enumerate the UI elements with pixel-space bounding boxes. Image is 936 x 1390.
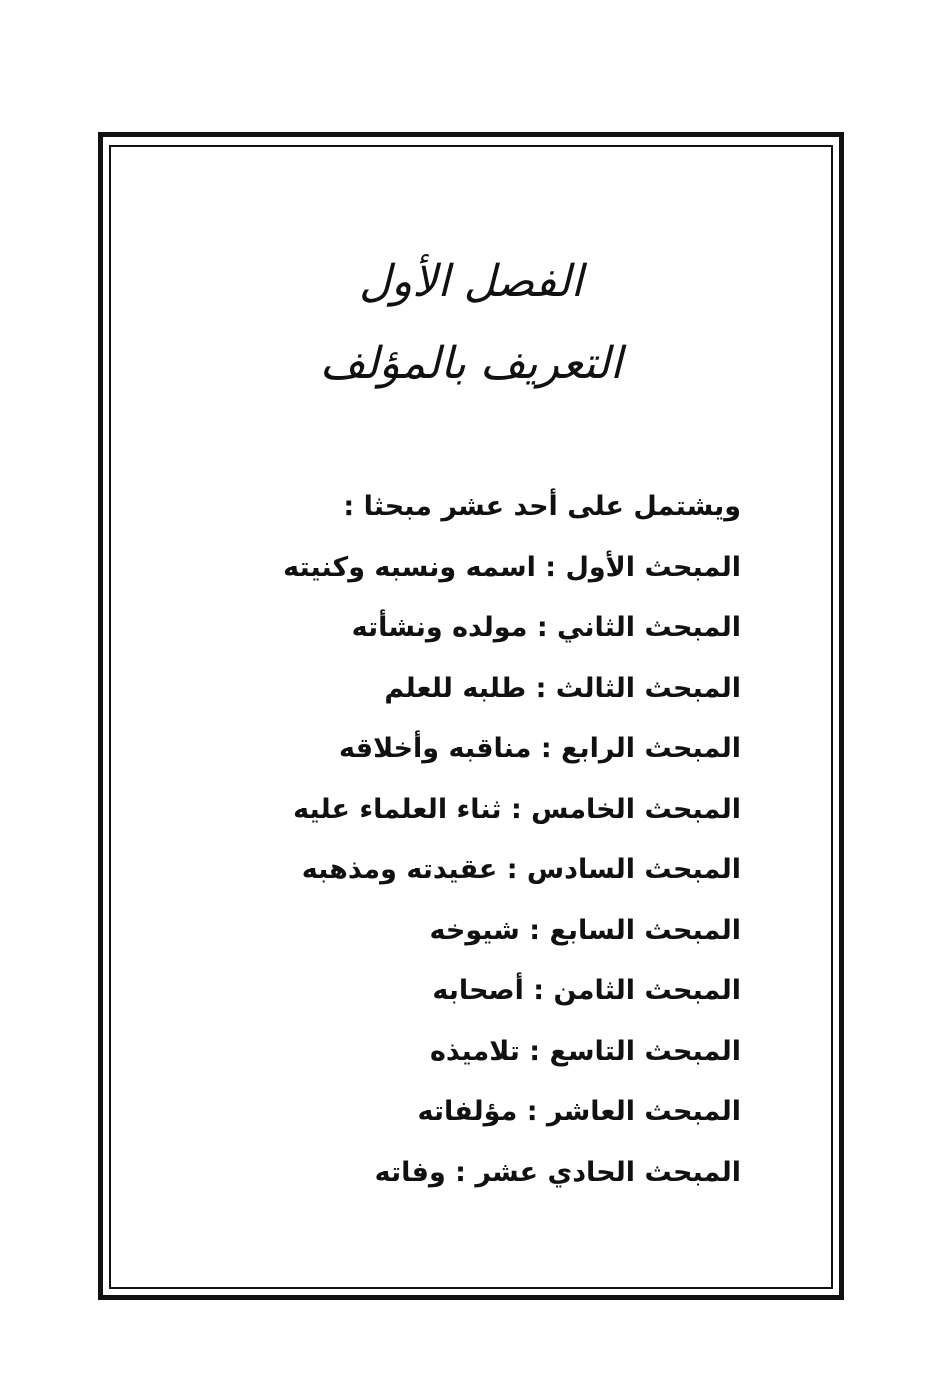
section-item: المبحث الثاني : مولده ونشأته — [351, 612, 741, 643]
section-item: المبحث العاشر : مؤلفاته — [417, 1096, 741, 1127]
chapter-contents-list — [181, 477, 741, 1203]
page-border-inner — [109, 145, 833, 1289]
section-item: المبحث الثالث : طلبه للعلم — [384, 672, 741, 704]
section-item: المبحث الرابع : مناقبه وأخلاقه — [339, 733, 741, 764]
section-item: المبحث السادس : عقيدته ومذهبه — [301, 854, 741, 885]
section-item: المبحث السابع : شيوخه — [429, 914, 741, 946]
page-border — [98, 132, 844, 1300]
chapter-title: الفصل الأول — [359, 256, 583, 307]
section-item: المبحث الأول : اسمه ونسبه وكنيته — [283, 551, 741, 583]
chapter-heading — [111, 252, 831, 394]
section-item: المبحث الحادي عشر : وفاته — [374, 1156, 741, 1188]
section-item: المبحث الثامن : أصحابه — [432, 975, 741, 1006]
section-item: المبحث التاسع : تلاميذه — [429, 1035, 741, 1067]
section-item: المبحث الخامس : ثناء العلماء عليه — [293, 793, 741, 825]
contents-intro: ويشتمل على أحد عشر مبحثا : — [343, 491, 741, 522]
chapter-subtitle: التعريف بالمؤلف — [319, 338, 623, 389]
